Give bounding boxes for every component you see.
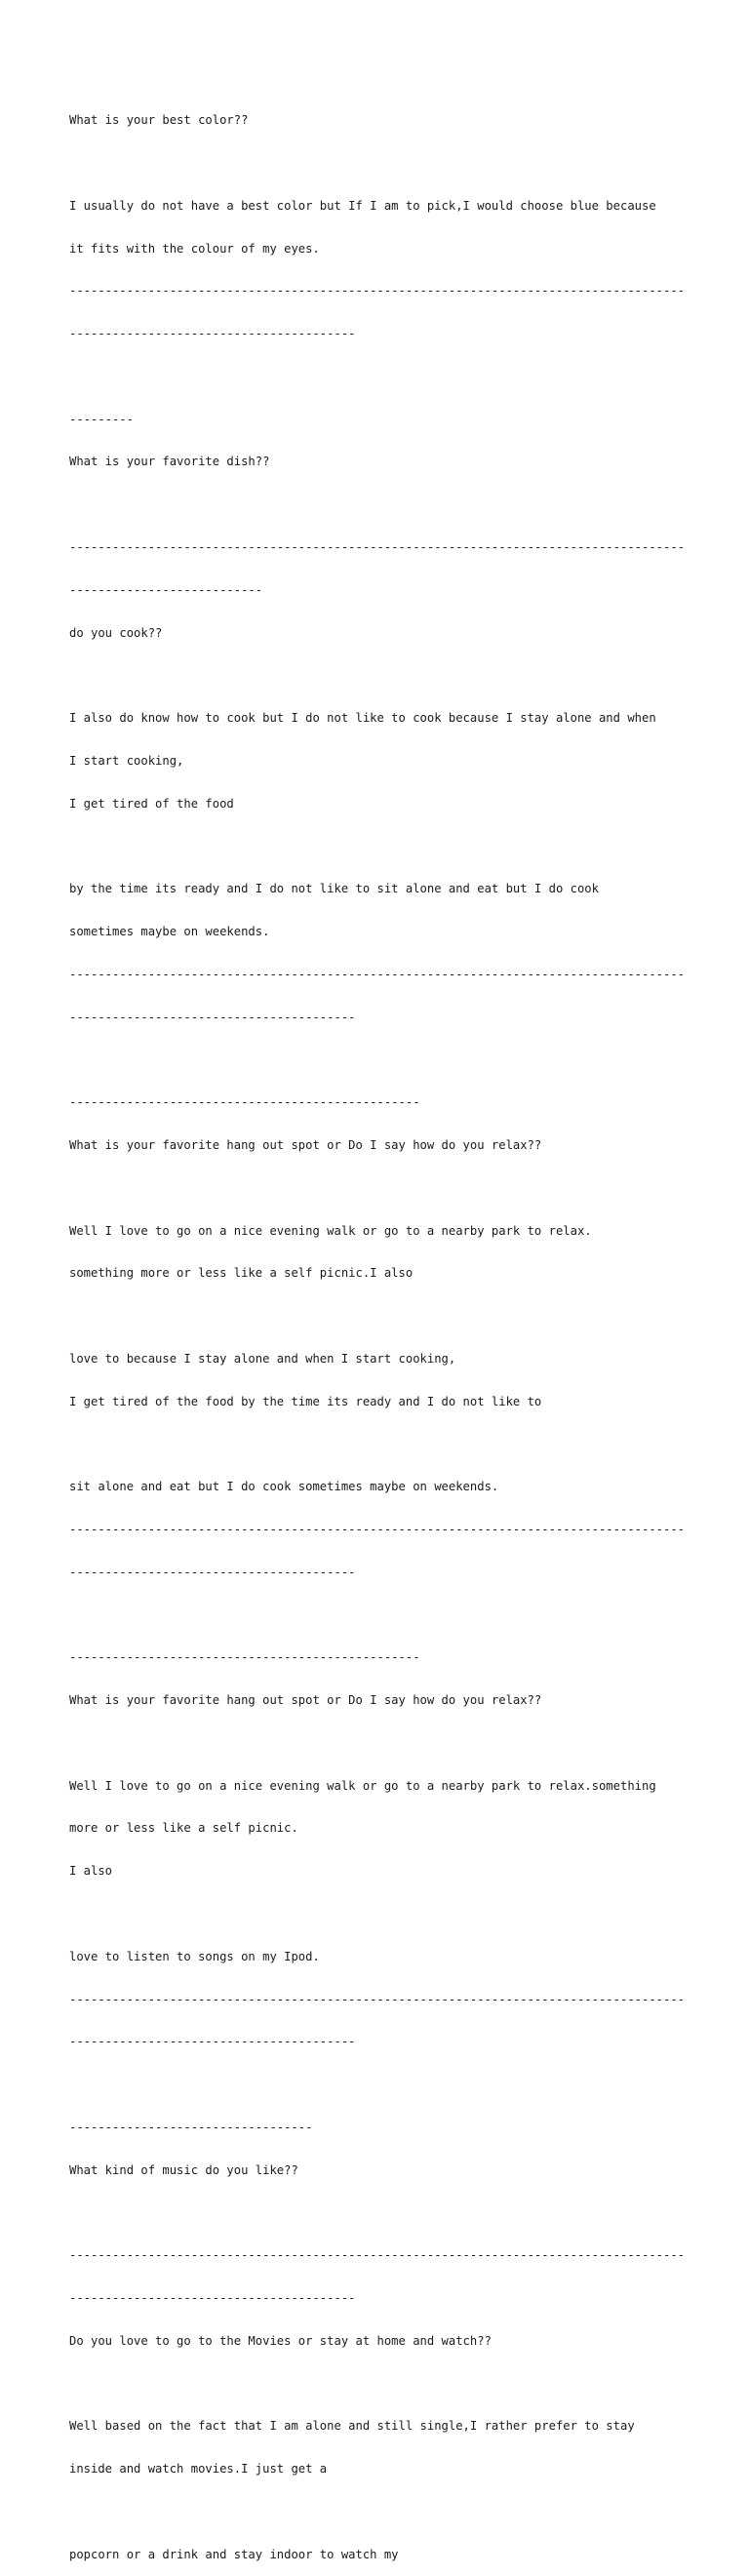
answer-text: popcorn or a drink and stay indoor to watch my	[69, 2547, 399, 2561]
separator-line: ----------------------------------	[69, 2120, 313, 2134]
answer-text: I get tired of the food	[69, 796, 234, 811]
blank-line	[69, 1608, 693, 1623]
blank-line	[69, 370, 693, 384]
answer-text: it fits with the colour of my eyes.	[69, 241, 320, 256]
separator-line: --------------------------------------------------------------------------------------	[69, 967, 686, 981]
separator-line: --------------------------------------------------------------------------------------	[69, 1522, 686, 1536]
document-page	[69, 85, 693, 2576]
blank-line	[69, 1181, 693, 1196]
separator-line: ----------------------------------------	[69, 327, 356, 341]
separator-line: -------------------------------------------------	[69, 1095, 420, 1110]
separator-line: ----------------------------------------	[69, 1010, 356, 1024]
separator-line: --------------------------------------------------------------------------------------	[69, 284, 686, 298]
answer-text: I get tired of the food by the time its ready and I do not like to	[69, 1394, 542, 1408]
question-text: Do you love to go to the Movies or stay at home and watch??	[69, 2333, 492, 2348]
separator-line: --------------------------------------------------------------------------------------	[69, 1992, 686, 2006]
blank-line	[69, 2205, 693, 2220]
answer-text: I start cooking,	[69, 753, 184, 768]
answer-text: sometimes maybe on weekends.	[69, 925, 270, 939]
blank-line	[69, 497, 693, 512]
blank-line	[69, 839, 693, 853]
blank-line	[69, 668, 693, 683]
answer-text: Well I love to go on a nice evening walk or go to a nearby park to relax.something	[69, 1778, 656, 1793]
blank-line	[69, 1907, 693, 1922]
answer-text: I also do know how to cook but I do not like to cook because I stay alone and when	[69, 711, 656, 726]
question-text: What is your favorite dish??	[69, 455, 270, 469]
question-text: What is your best color??	[69, 113, 249, 128]
answer-text: Well based on the fact that I am alone and still single,I rather prefer to stay	[69, 2419, 635, 2434]
separator-line: ----------------------------------------	[69, 2291, 356, 2306]
question-text: What is your favorite hang out spot or Do I say how do you relax??	[69, 1137, 542, 1152]
answer-text: more or less like a self picnic.	[69, 1821, 298, 1836]
blank-line	[69, 1437, 693, 1451]
question-text: What is your favorite hang out spot or Do I say how do you relax??	[69, 1693, 542, 1708]
blank-line	[69, 1309, 693, 1324]
blank-line	[69, 1052, 693, 1067]
separator-line: ----------------------------------------	[69, 1565, 356, 1579]
separator-line: ---------	[69, 412, 135, 426]
blank-line	[69, 2078, 693, 2092]
answer-text: something more or less like a self picnic.I also	[69, 1266, 414, 1281]
blank-line	[69, 1736, 693, 1751]
answer-text: I usually do not have a best color but If I am to pick,I would choose blue because	[69, 198, 656, 213]
answer-text: sit alone and eat but I do cook sometimes maybe on weekends.	[69, 1480, 499, 1494]
blank-line	[69, 156, 693, 171]
separator-line: --------------------------------------------------------------------------------------	[69, 2248, 686, 2263]
blank-line	[69, 2505, 693, 2519]
blank-line	[69, 2377, 693, 2392]
answer-text: inside and watch movies.I just get a	[69, 2462, 328, 2477]
answer-text: by the time its ready and I do not like to sit alone and eat but I do cook	[69, 882, 599, 896]
answer-text: love to listen to songs on my Ipod.	[69, 1949, 320, 1963]
separator-line: ----------------------------------------	[69, 2035, 356, 2049]
question-text: do you cook??	[69, 625, 163, 640]
question-text: What kind of music do you like??	[69, 2162, 298, 2177]
separator-line: ---------------------------	[69, 582, 263, 597]
separator-line: --------------------------------------------------------------------------------------	[69, 540, 686, 554]
answer-text: Well I love to go on a nice evening walk or go to a nearby park to relax.	[69, 1223, 592, 1238]
separator-line: -------------------------------------------------	[69, 1650, 420, 1665]
answer-text: love to because I stay alone and when I start cooking,	[69, 1351, 456, 1366]
answer-text: I also	[69, 1864, 113, 1879]
